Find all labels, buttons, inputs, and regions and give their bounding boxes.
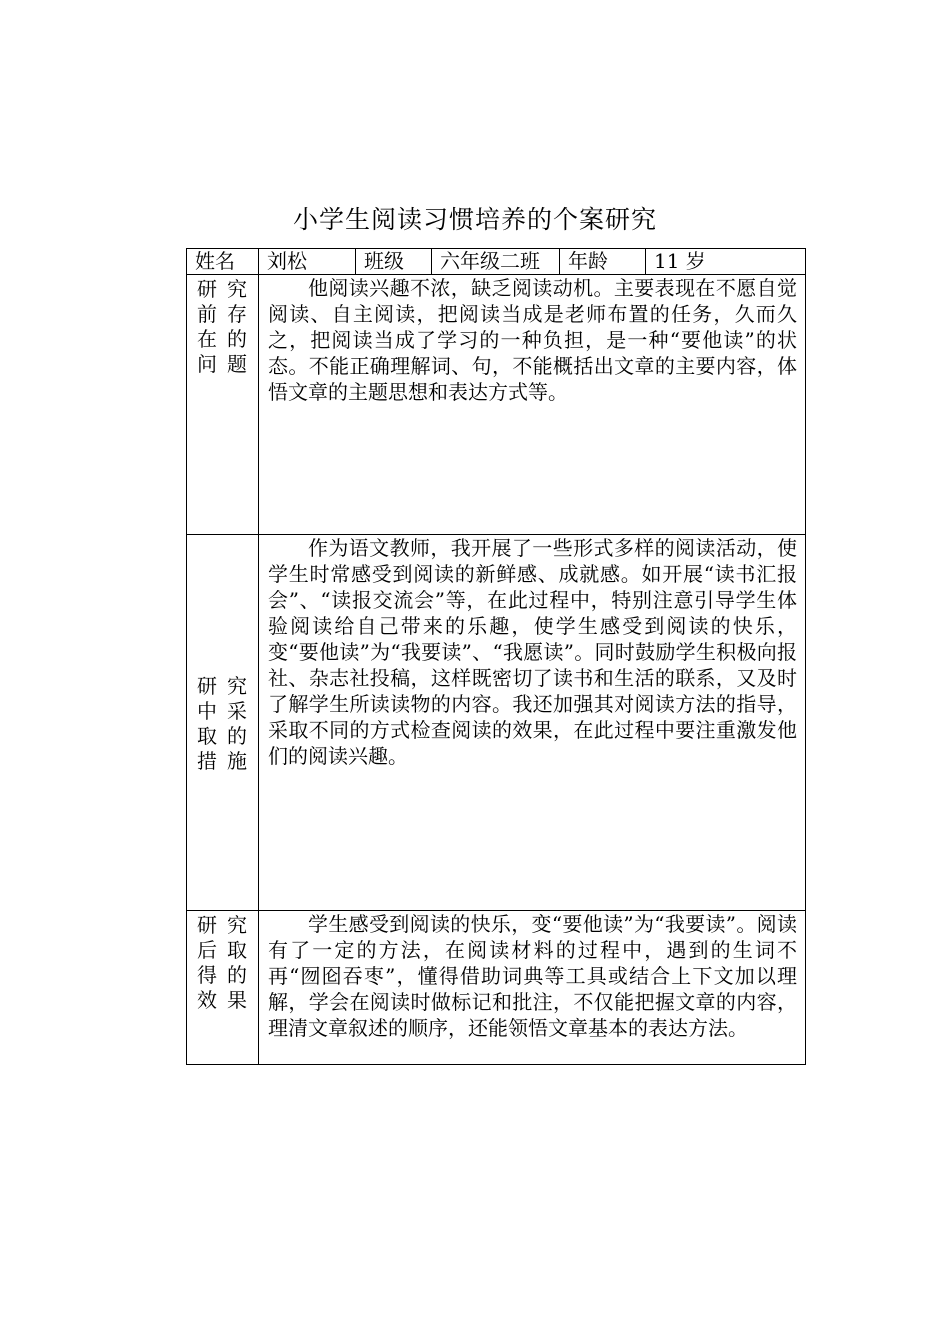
student-info-row [187, 249, 806, 275]
name-label: 姓名 [187, 249, 259, 275]
section-label-during-text: 研究中采取的措施 [197, 673, 249, 773]
section-row-during [187, 535, 806, 911]
section-label-before [187, 275, 259, 535]
section-label-after-text: 研究后取得的效果 [197, 913, 249, 1012]
document-title: 小学生阅读习惯培养的个案研究 [292, 205, 657, 234]
name-value: 刘松 [259, 249, 356, 275]
section-row-after [187, 911, 806, 1065]
class-label: 班级 [356, 249, 432, 275]
section-content-after-text: 学生感受到阅读的快乐，变“要他读”为“我要读”。阅读有了一定的方法，在阅读材料的过程中，遇到的生词不再“囫囵吞枣”，懂得借助词典等工具或结合上下文加以理解，学会在阅读时做标记和批注，不仅能把握文章的内容，理清文章叙述的顺序，还能领悟文章基本的表达方法。 [268, 912, 797, 1040]
age-value: 11 岁 [646, 249, 806, 275]
section-content-during [259, 535, 806, 911]
section-label-during [187, 535, 259, 911]
class-value: 六年级二班 [432, 249, 560, 275]
section-content-during-text: 作为语文教师，我开展了一些形式多样的阅读活动，使学生时常感受到阅读的新鲜感、成就感。如开展“读书汇报会”、“读报交流会”等，在此过程中，特别注意引导学生体验阅读给自己带来的乐趣，使学生感受到阅读的快乐，变“要他读”为“我要读”、“我愿读”。同时鼓励学生积极向报社、杂志社投稿，这样既密切了读书和生活的联系，又及时了解学生所读读物的内容。我还加强其对阅读方法的指导，采取不同的方式检查阅读的效果，在此过程中要注重激发他们的阅读兴趣。 [268, 536, 797, 768]
section-content-before-text: 他阅读兴趣不浓，缺乏阅读动机。主要表现在不愿自觉阅读、自主阅读，把阅读当成是老师布置的任务，久而久之，把阅读当成了学习的一种负担，是一种“要他读”的状态。不能正确理解词、句，不能概括出文章的主要内容，体悟文章的主题思想和表达方式等。 [268, 276, 797, 404]
section-label-after [187, 911, 259, 1065]
section-label-before-text: 研究前存在的问题 [197, 277, 249, 376]
section-content-after [259, 911, 806, 1065]
section-row-before [187, 275, 806, 535]
case-study-table [186, 248, 806, 1065]
age-label: 年龄 [560, 249, 646, 275]
section-content-before [259, 275, 806, 535]
